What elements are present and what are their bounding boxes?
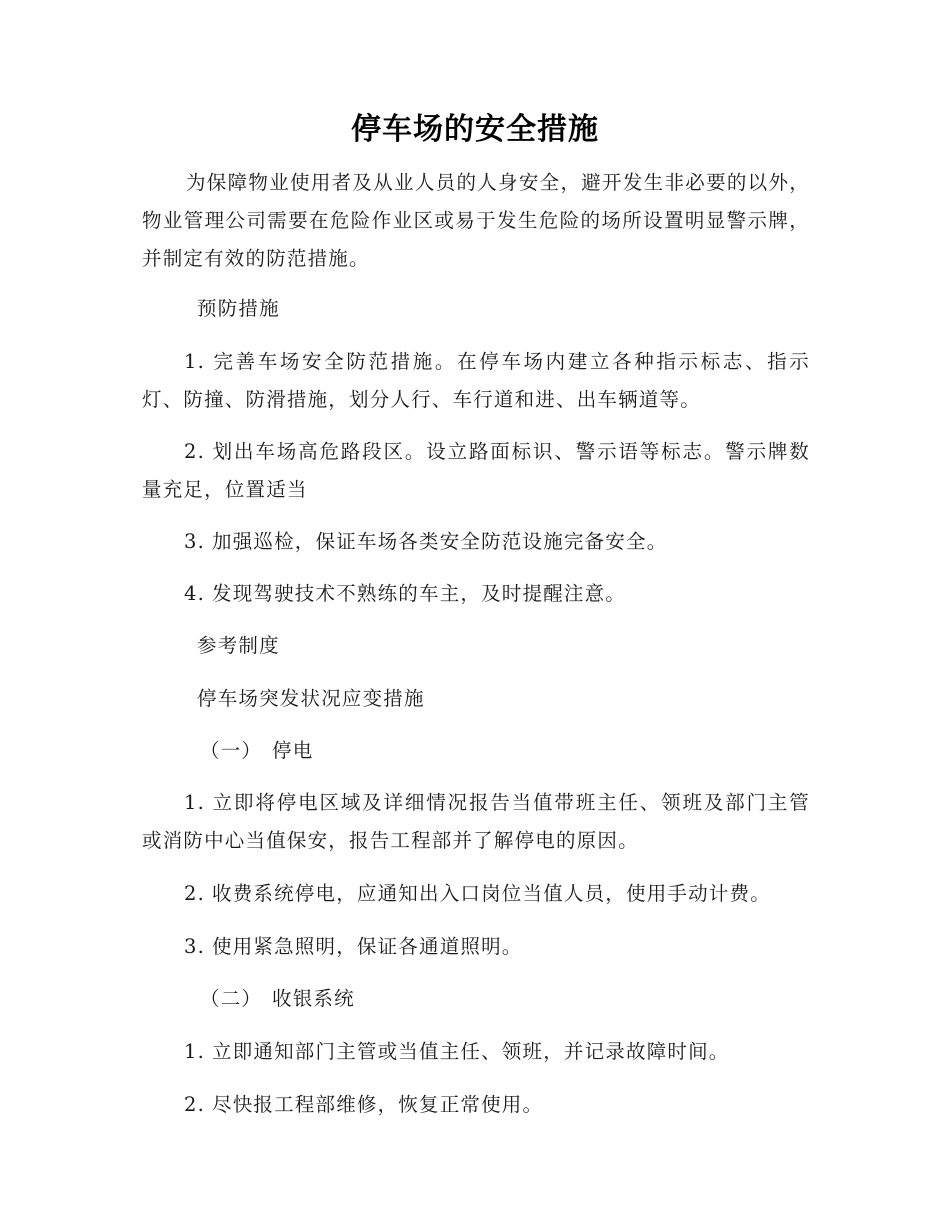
cashier-item-2 [142, 1086, 810, 1124]
item-number: 1. [184, 350, 206, 373]
intro-paragraph: 为保障物业使用者及从业人员的人身安全，避开发生非必要的以外，物业管理公司需要在危险作业区或易于发生危险的场所设置明显警示牌，并制定有效的防范措施。 [142, 171, 810, 270]
item-text: 尽快报工程部维修，恢复正常使用。 [212, 1093, 544, 1116]
item-number: 4. [184, 582, 206, 605]
subheading-power-outage [200, 732, 313, 770]
item-text: 立即将停电区域及详细情况报告当值带班主任、领班及部门主管或消防中心当值保安，报告工程部并了解停电的原因。 [142, 791, 810, 852]
subheading-label: （一） [200, 739, 263, 762]
item-number: 2. [184, 882, 206, 905]
item-number: 2. [184, 440, 206, 463]
item-number: 3. [184, 935, 206, 958]
document-title: 停车场的安全措施 [351, 112, 599, 147]
prevention-item-2 [142, 433, 810, 509]
item-text: 划出车场高危路段区。设立路面标识、警示语等标志。警示牌数量充足，位置适当 [142, 440, 810, 501]
prevention-item-4 [142, 575, 810, 613]
item-text: 加强巡检，保证车场各类安全防范设施完备安全。 [212, 530, 668, 553]
item-text: 发现驾驶技术不熟练的车主，及时提醒注意。 [212, 582, 627, 605]
prevention-item-3 [142, 523, 810, 561]
item-number: 3. [184, 530, 206, 553]
heading-prevention: 预防措施 [197, 297, 280, 320]
subheading-text: 停电 [272, 739, 314, 762]
heading-reference: 参考制度 [197, 634, 280, 657]
cashier-item-1 [142, 1033, 810, 1071]
item-number: 1. [184, 1040, 206, 1063]
item-number: 1. [184, 791, 206, 814]
outage-item-1 [142, 784, 810, 860]
outage-item-2 [142, 875, 810, 913]
subheading-cashier-system [200, 980, 355, 1018]
item-text: 使用紧急照明，保证各通道照明。 [212, 935, 523, 958]
subheading-text: 收银系统 [272, 987, 355, 1010]
prevention-item-1 [142, 343, 810, 419]
item-text: 收费系统停电，应通知出入口岗位当值人员，使用手动计费。 [212, 882, 771, 905]
item-number: 2. [184, 1093, 206, 1116]
item-text: 完善车场安全防范措施。在停车场内建立各种指示标志、指示灯、防撞、防滑措施，划分人行、车行道和进、出车辆道等。 [142, 350, 810, 411]
item-text: 立即通知部门主管或当值主任、领班，并记录故障时间。 [212, 1040, 730, 1063]
subheading-label: （二） [200, 987, 263, 1010]
outage-item-3 [142, 928, 810, 966]
heading-emergency: 停车场突发状况应变措施 [197, 687, 425, 710]
